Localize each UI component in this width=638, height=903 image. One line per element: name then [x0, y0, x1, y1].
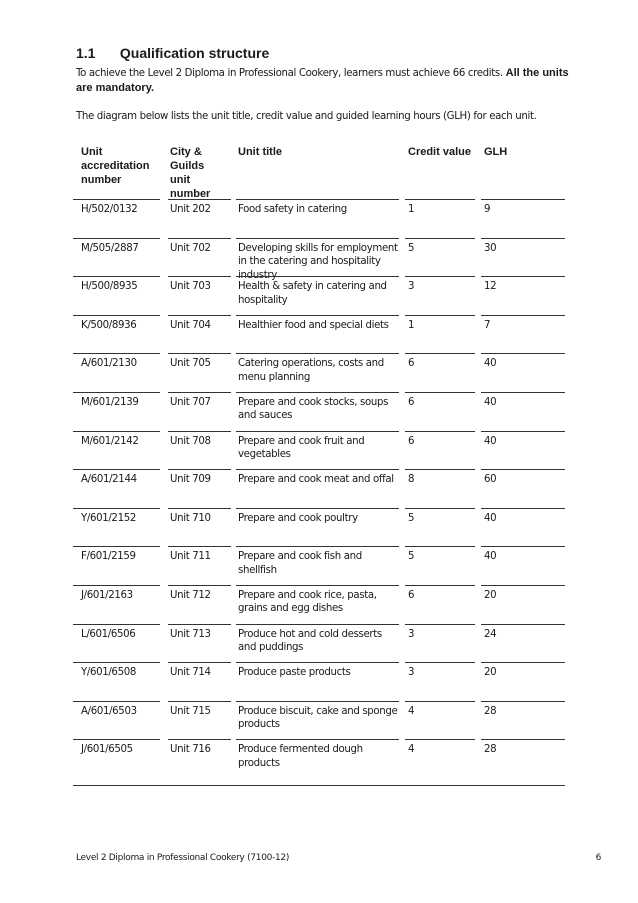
- table-row: [73, 354, 565, 393]
- cell-cg-unit-number: Unit 704: [170, 319, 211, 331]
- cell-unit-title: Prepare and cook rice, pasta, grains and egg dishes: [238, 589, 377, 615]
- cell-credit-value: 4: [408, 705, 415, 717]
- cell-cg-unit-number: Unit 710: [170, 512, 211, 524]
- page-footer: [76, 853, 601, 863]
- footer-title: Level 2 Diploma in Professional Cookery (7100-12): [76, 853, 290, 863]
- cell-accreditation-number: J/601/2163: [81, 589, 133, 601]
- cell-credit-value: 4: [408, 744, 415, 756]
- cell-accreditation-number: Y/601/2152: [81, 512, 136, 524]
- cell-unit-title: Produce biscuit, cake and sponge products: [238, 705, 398, 731]
- cell-cg-unit-number: Unit 702: [170, 242, 211, 254]
- cell-cg-unit-number: Unit 715: [170, 705, 211, 717]
- cell-credit-value: 3: [408, 281, 415, 293]
- cell-accreditation-number: A/601/6503: [81, 705, 137, 717]
- cell-glh: 20: [484, 589, 497, 601]
- cell-accreditation-number: A/601/2130: [81, 358, 137, 370]
- cell-credit-value: 1: [408, 319, 415, 331]
- table-row: [73, 277, 565, 316]
- cell-accreditation-number: H/502/0132: [81, 204, 138, 215]
- cell-credit-value: 6: [408, 435, 415, 447]
- cell-cg-unit-number: Unit 708: [170, 435, 211, 447]
- cell-credit-value: 5: [408, 551, 415, 563]
- cell-accreditation-number: Y/601/6508: [81, 667, 136, 679]
- cell-accreditation-number: F/601/2159: [81, 551, 136, 563]
- cell-unit-title: Prepare and cook poultry: [238, 512, 358, 524]
- cell-glh: 9: [484, 204, 491, 215]
- cell-glh: 24: [484, 628, 497, 640]
- cell-cg-unit-number: Unit 713: [170, 628, 211, 640]
- header-cg-unit-number: City & Guilds unit number: [170, 146, 211, 200]
- cell-cg-unit-number: Unit 712: [170, 589, 211, 601]
- table-row: [73, 625, 565, 664]
- section-title: Qualification structure: [119, 45, 270, 61]
- cell-credit-value: 3: [408, 628, 415, 640]
- cell-unit-title: Food safety in catering: [238, 204, 347, 215]
- cell-cg-unit-number: Unit 705: [170, 358, 211, 370]
- cell-glh: 30: [484, 242, 497, 254]
- cell-glh: 40: [484, 435, 497, 447]
- cell-unit-title: Prepare and cook stocks, soups and sauces: [238, 396, 389, 422]
- table-row: [73, 432, 565, 471]
- cell-unit-title: Produce fermented dough products: [238, 744, 363, 769]
- cell-credit-value: 1: [408, 204, 415, 215]
- cell-accreditation-number: H/500/8935: [81, 281, 138, 293]
- header-credit-value: Credit value: [408, 146, 471, 158]
- cell-accreditation-number: J/601/6505: [81, 744, 133, 756]
- cell-credit-value: 6: [408, 589, 415, 601]
- header-accreditation-number: Unit accreditation number: [81, 146, 150, 186]
- intro-bold-text: All the units are mandatory.: [76, 67, 569, 94]
- table-row: [73, 393, 565, 432]
- cell-cg-unit-number: Unit 714: [170, 667, 211, 679]
- cell-glh: 7: [484, 319, 491, 331]
- intro-paragraph: [76, 66, 576, 96]
- diagram-description: The diagram below lists the unit title, credit value and guided learning hours (GLH) for each unit.: [76, 111, 537, 122]
- table-row: [73, 239, 565, 281]
- table-row: [73, 470, 565, 509]
- cell-glh: 12: [484, 281, 497, 293]
- table-body: [73, 200, 565, 779]
- table-row: [73, 316, 565, 355]
- cell-unit-title: Produce hot and cold desserts and puddings: [238, 628, 382, 654]
- cell-glh: 28: [484, 705, 497, 717]
- cell-glh: 40: [484, 512, 497, 524]
- cell-unit-title: Healthier food and special diets: [238, 319, 389, 331]
- table-row: [73, 547, 565, 586]
- cell-cg-unit-number: Unit 703: [170, 281, 211, 293]
- cell-credit-value: 3: [408, 667, 415, 679]
- table-row: [73, 663, 565, 702]
- cell-credit-value: 5: [408, 242, 415, 254]
- cell-accreditation-number: M/601/2139: [81, 396, 139, 408]
- cell-accreditation-number: L/601/6506: [81, 628, 136, 640]
- table-row: [73, 702, 565, 741]
- table-row: [73, 586, 565, 625]
- cell-cg-unit-number: Unit 709: [170, 474, 211, 486]
- cell-unit-title: Produce paste products: [238, 667, 351, 679]
- cell-accreditation-number: M/601/2142: [81, 435, 139, 447]
- cell-accreditation-number: A/601/2144: [81, 474, 137, 486]
- cell-cg-unit-number: Unit 716: [170, 744, 211, 756]
- table-row: [73, 200, 565, 239]
- cell-accreditation-number: M/505/2887: [81, 242, 139, 254]
- cell-credit-value: 6: [408, 358, 415, 370]
- cell-glh: 28: [484, 744, 497, 756]
- cell-glh: 40: [484, 358, 497, 370]
- cell-unit-title: Developing skills for employment in the catering and hospitality industry: [238, 242, 398, 281]
- table-row: [73, 740, 565, 779]
- table-row: [73, 509, 565, 548]
- cell-unit-title: Health & safety in catering and hospitality: [238, 281, 387, 306]
- cell-unit-title: Prepare and cook meat and offal: [238, 474, 394, 486]
- unit-table: [73, 141, 565, 779]
- section-heading: [76, 45, 269, 61]
- table-header-row: [73, 141, 565, 200]
- cell-glh: 20: [484, 667, 497, 679]
- cell-credit-value: 5: [408, 512, 415, 524]
- cell-unit-title: Prepare and cook fruit and vegetables: [238, 435, 365, 461]
- section-number: 1.1: [76, 45, 96, 61]
- cell-credit-value: 8: [408, 474, 415, 486]
- cell-cg-unit-number: Unit 202: [170, 204, 211, 215]
- cell-glh: 40: [484, 396, 497, 408]
- cell-cg-unit-number: Unit 707: [170, 396, 211, 408]
- cell-cg-unit-number: Unit 711: [170, 551, 211, 563]
- cell-accreditation-number: K/500/8936: [81, 319, 137, 331]
- cell-credit-value: 6: [408, 396, 415, 408]
- cell-glh: 60: [484, 474, 497, 486]
- intro-text: To achieve the Level 2 Diploma in Professional Cookery, learners must achieve 66 credits.: [76, 68, 506, 79]
- cell-unit-title: Prepare and cook fish and shellfish: [238, 551, 362, 576]
- page-number: 6: [595, 853, 601, 863]
- cell-unit-title: Catering operations, costs and menu planning: [238, 358, 384, 383]
- header-glh: GLH: [484, 146, 508, 158]
- cell-glh: 40: [484, 551, 497, 563]
- table-bottom-rule: [73, 785, 565, 786]
- header-unit-title: Unit title: [238, 146, 282, 158]
